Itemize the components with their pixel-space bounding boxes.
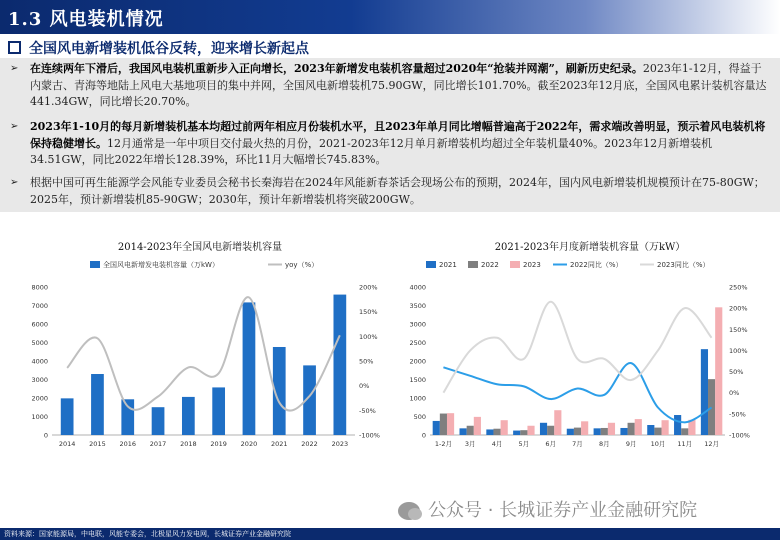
right-tick-label: -50% bbox=[729, 410, 746, 419]
left-tick-label: 2000 bbox=[31, 394, 48, 403]
right-tick-label: 0% bbox=[729, 389, 740, 398]
x-tick-label: 11月 bbox=[677, 440, 693, 448]
x-tick-label: 2015 bbox=[89, 440, 106, 448]
bar bbox=[594, 428, 601, 435]
left-tick-label: 3000 bbox=[31, 376, 48, 384]
left-tick-label: 0 bbox=[421, 431, 426, 440]
legend-swatch bbox=[468, 261, 478, 268]
series-line bbox=[443, 302, 711, 393]
right-tick-label: 100% bbox=[729, 346, 748, 355]
x-tick-label: 10月 bbox=[650, 440, 666, 448]
chart2 bbox=[390, 255, 780, 455]
bullet-item bbox=[10, 119, 772, 169]
bar bbox=[601, 428, 608, 435]
legend-label: 2021 bbox=[439, 261, 457, 269]
left-tick-label: 0 bbox=[43, 431, 48, 440]
bar bbox=[91, 374, 104, 435]
bullet-item bbox=[10, 175, 772, 208]
left-tick-label: 2000 bbox=[409, 357, 426, 366]
legend-swatch bbox=[510, 261, 520, 268]
x-tick-label: 5月 bbox=[518, 440, 530, 448]
left-tick-label: 1500 bbox=[409, 376, 426, 384]
legend-swatch bbox=[426, 261, 436, 268]
right-tick-label: 0% bbox=[359, 382, 370, 391]
left-tick-label: 1000 bbox=[409, 394, 426, 403]
left-tick-label: 5000 bbox=[31, 339, 48, 347]
bar bbox=[681, 428, 688, 435]
x-tick-label: 2022 bbox=[301, 440, 318, 448]
subheading-text: 全国风电新增装机低谷反转，迎来增长新起点 bbox=[29, 41, 309, 57]
left-tick-label: 4000 bbox=[409, 283, 426, 292]
bar bbox=[447, 413, 454, 435]
right-tick-label: -100% bbox=[729, 431, 750, 440]
right-tick-label: -50% bbox=[359, 406, 376, 415]
bar bbox=[547, 426, 554, 435]
right-tick-label: 50% bbox=[359, 357, 374, 366]
footer bbox=[0, 528, 780, 540]
page-title: 1.3 风电装机情况 bbox=[8, 9, 164, 30]
bar bbox=[460, 428, 467, 435]
x-tick-label: 2016 bbox=[119, 440, 137, 448]
bar bbox=[635, 419, 642, 435]
watermark bbox=[398, 496, 697, 522]
left-tick-label: 6000 bbox=[31, 320, 48, 329]
legend-label: 2023 bbox=[523, 261, 541, 269]
bar bbox=[540, 423, 547, 435]
title-bar bbox=[0, 0, 780, 34]
arrow-right-icon: ➢ bbox=[10, 121, 19, 132]
bar bbox=[61, 398, 74, 435]
bar bbox=[520, 430, 527, 435]
bar bbox=[433, 421, 440, 435]
bar bbox=[243, 302, 256, 435]
x-tick-label: 2021 bbox=[270, 440, 288, 448]
x-tick-label: 3月 bbox=[464, 440, 476, 448]
bar bbox=[581, 421, 588, 435]
x-tick-label: 9月 bbox=[625, 440, 637, 448]
bar bbox=[212, 387, 225, 435]
left-tick-label: 3000 bbox=[409, 320, 426, 329]
bullet-bold: 在连续两年下滑后，我国风电装机重新步入正向增长，2023年新增发电装机容量超过2020年“抢装并网潮”，刷新历史纪录。 bbox=[30, 62, 643, 75]
bar bbox=[121, 399, 134, 435]
bar bbox=[486, 429, 493, 435]
x-tick-label: 2019 bbox=[210, 440, 227, 448]
right-tick-label: 200% bbox=[359, 283, 378, 292]
bar bbox=[501, 420, 508, 435]
left-tick-label: 2500 bbox=[409, 339, 426, 347]
x-tick-label: 4月 bbox=[491, 440, 503, 448]
series-line bbox=[67, 297, 340, 410]
x-tick-label: 2020 bbox=[240, 440, 258, 448]
bullet-panel bbox=[0, 58, 780, 212]
bullet-normal: 12月通常是一年中项目交付最火热的月份，2021-2023年12月单月新增装机均超过全年装机量40%。2023年12月新增装机34.51GW，同比2022年增长128.39%，环比11月大幅增长745.83%。 bbox=[30, 136, 713, 166]
square-outline-icon bbox=[8, 41, 21, 54]
legend-swatch bbox=[90, 261, 100, 268]
bar bbox=[467, 426, 474, 435]
left-tick-label: 4000 bbox=[31, 357, 48, 366]
legend-label: yoy（%） bbox=[285, 261, 319, 269]
x-tick-label: 8月 bbox=[598, 440, 610, 448]
x-tick-label: 7月 bbox=[572, 440, 583, 448]
bar bbox=[628, 423, 635, 435]
left-tick-label: 1000 bbox=[31, 413, 48, 421]
left-tick-label: 3500 bbox=[409, 302, 426, 310]
x-tick-label: 2014 bbox=[58, 440, 76, 448]
x-tick-label: 12月 bbox=[704, 440, 719, 448]
chart2-title: 2021-2023年月度新增装机容量（万kW） bbox=[494, 242, 686, 253]
right-tick-label: 250% bbox=[729, 283, 748, 292]
bar bbox=[620, 428, 627, 435]
x-tick-label: 2018 bbox=[180, 440, 197, 448]
right-tick-label: 150% bbox=[359, 308, 378, 317]
wechat-icon bbox=[398, 502, 420, 520]
right-tick-label: -100% bbox=[359, 431, 380, 440]
right-tick-label: 150% bbox=[729, 325, 748, 334]
source-note: 资料来源：国家能源局，中电联，风能专委会，北极星风力发电网，长城证券产业金融研究院 bbox=[4, 530, 291, 538]
legend-label: 2022同比（%） bbox=[570, 261, 623, 269]
bullet-item bbox=[10, 61, 772, 111]
bar bbox=[674, 415, 681, 435]
chart1-title: 2014-2023年全国风电新增装机容量 bbox=[117, 242, 283, 253]
right-tick-label: 100% bbox=[359, 332, 378, 341]
right-tick-label: 50% bbox=[729, 368, 744, 377]
bar bbox=[701, 349, 708, 435]
bar bbox=[608, 423, 615, 435]
left-tick-label: 500 bbox=[413, 413, 426, 421]
right-tick-label: 200% bbox=[729, 304, 748, 313]
chart1 bbox=[0, 255, 390, 455]
bar bbox=[440, 414, 447, 435]
x-tick-label: 2017 bbox=[149, 440, 167, 448]
x-tick-label: 6月 bbox=[545, 440, 557, 448]
bar bbox=[647, 425, 654, 435]
bar bbox=[493, 429, 500, 435]
bar bbox=[527, 426, 534, 435]
arrow-right-icon: ➢ bbox=[10, 63, 19, 74]
bar bbox=[152, 407, 165, 435]
x-tick-label: 1-2月 bbox=[434, 440, 452, 448]
bullet-normal: 2023年1-12月，得益于内蒙古、青海等地陆上风电大基地项目的集中并网，全国风电新增装机75.90GW，同比增长101.70%。截至2023年12月底，全国风电累计装机容量达441.34GW，同比增长20.70%。 bbox=[30, 62, 767, 108]
bar bbox=[715, 307, 722, 435]
bar bbox=[654, 428, 661, 435]
left-tick-label: 7000 bbox=[31, 302, 48, 310]
left-tick-label: 8000 bbox=[31, 283, 48, 292]
bar bbox=[513, 431, 520, 435]
series-line bbox=[443, 363, 711, 422]
bar bbox=[708, 379, 715, 435]
bar bbox=[567, 429, 574, 435]
arrow-right-icon: ➢ bbox=[10, 177, 19, 188]
bullet-bold: 2023年1-10月的每月新增装机基本均超过前两年相应月份装机水平，且2023年单月同比增幅普遍高于2022年，需求端改善明显，预示着风电装机将保持稳健增长。 bbox=[30, 120, 766, 150]
bullet-normal: 根据中国可再生能源学会风能专业委员会秘书长秦海岩在2024年风能新春茶话会现场公布的预期，2024年，国内风电新增装机规模预计在75-80GW；2025年，预计新增装机85-90GW；2030年，预计年新增装机将突破200GW。 bbox=[30, 176, 765, 206]
bar bbox=[182, 397, 195, 435]
legend-label: 全国风电新增发电装机容量（万kW） bbox=[103, 261, 219, 269]
bar bbox=[574, 428, 581, 435]
bar bbox=[474, 417, 481, 435]
bar bbox=[333, 295, 346, 435]
watermark-text: 公众号 · 长城证券产业金融研究院 bbox=[428, 500, 698, 521]
x-tick-label: 2023 bbox=[331, 440, 349, 448]
bar bbox=[662, 420, 669, 435]
legend-label: 2023同比（%） bbox=[657, 261, 710, 269]
legend-label: 2022 bbox=[481, 261, 499, 269]
bar bbox=[554, 410, 561, 435]
section-subheading bbox=[8, 38, 309, 58]
